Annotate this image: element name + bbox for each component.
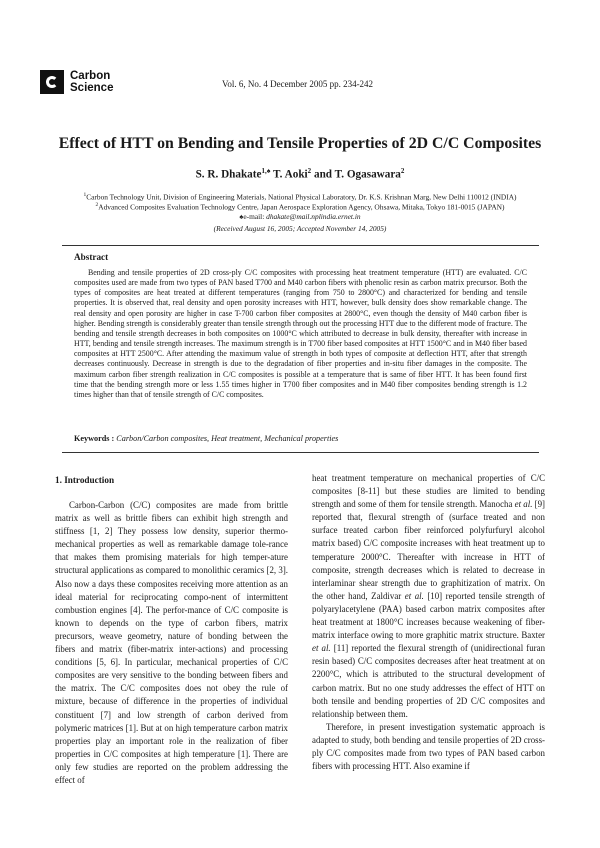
author-3-sup: 2 xyxy=(400,167,405,175)
et-al: et al. xyxy=(404,590,424,601)
affiliation-1-text: Carbon Technology Unit, Division of Engineering Materials, National Physical Laboratory, Dr. K.S. Krishnan Marg, New Delhi 110012 (INDIA) xyxy=(86,192,517,202)
affiliation-2-text: Advanced Composites Evaluation Technology Centre, Japan Aerospace Exploration Agency, Ohsawa, Mitaka, Tokyo 181-0015 (JAPAN) xyxy=(98,202,505,212)
logo-text xyxy=(70,70,113,94)
intro-paragraph-2: Therefore, in present investigation systematic approach is adapted to study, both bending and tensile properties of 2D cross-ply C/C composites made from two types of PAN based carbon fibers with processing HTT. Also examine if xyxy=(312,721,545,772)
keywords xyxy=(74,434,338,443)
intro-paragraph-1-continued xyxy=(312,472,545,721)
et-al: et al. xyxy=(312,643,331,654)
author-1-sup: 1,♠ xyxy=(261,167,271,175)
abstract-top-rule xyxy=(62,245,539,246)
affiliation-2 xyxy=(0,201,600,211)
logo-line2: Science xyxy=(70,82,114,94)
body-column-right xyxy=(312,472,545,773)
text-run: heat treatment temperature on mechanical properties of C/C composites [8-11] but these studies are limited to bending strength and some of them for tensile strength. Manocha xyxy=(312,473,545,510)
body-column-left xyxy=(55,499,288,787)
corresponding-email xyxy=(0,212,600,221)
carbon-science-logo-icon xyxy=(40,70,64,94)
affiliation-2-sup: 2 xyxy=(95,202,99,208)
email-label: ♠e-mail: xyxy=(239,212,267,221)
abstract-text: Bending and tensile properties of 2D cross-ply C/C composites with processing heat treatment temperature (HTT) are evaluated. C/C composites used are made from two types of PAN based T700 and M40 carbon fibers with phenolic resin as carbon matrix precursor. Both the types of composites are heat treated at different temperatures (ranging from 750 to 2800°C) and characterized for bending and tensile properties. It is observed that, real density and open porosity increases with HTT, however, bulk density does show remarkable change. The real density and open porosity are higher in case T-700 carbon fiber composites at 2800°C, even though the density of M40 carbon fiber is higher. Bending strength is considerably greater than tensile strength through out the processing HTT due to the different mode of fracture. The bending and tensile strength decreases in both composites on 1000°C which attributed to decrease in bulk density, thereafter with increase in HTT, bending and tensile strength increases. The maximum strength is in T700 fiber based composites at HTT 1500°C and in M40 fiber based composites at HTT 2500°C. After attending the maximum value of strength in both types of composite at deflection HTT, after that strength decreases continuously. Decrease in strength is due to the degradation of fiber properties and in-situ fiber damages in the composite. The maximum carbon fiber strength realization in C/C composites is possible at a temperature that is same of fiber HTT. It has been found first time that the bending strength more or less 1.55 times higher in T700 fiber composites and in M40 fiber composites bending strength is 1.2 times higher than that of tensile strength of C/C composites. xyxy=(74,268,527,399)
author-2: T. Aoki xyxy=(273,168,308,181)
journal-info: Vol. 6, No. 4 December 2005 pp. 234-242 xyxy=(222,79,374,89)
text-run: [10] reported tensile strength of polyarylacetylene (PAA) based carbon matrix composites after heat treatment at 1800°C increases because weakening of fiber-matrix interface owing to more graphitic matrix structure. Baxter xyxy=(312,590,545,641)
keywords-label: Keywords : xyxy=(74,434,117,443)
abstract-heading: Abstract xyxy=(74,252,109,262)
logo-line1: Carbon xyxy=(70,70,111,82)
intro-paragraph-1: Carbon-Carbon (C/C) composites are made from brittle matrix as well as brittle fibers can exhibit high strength and stiffness [1, 2] They possess low density, superior thermo-mechanical properties as well as remarkable damage tole-rance that makes them promising materials for high temper-ature structural applications as compared to monolithic ceramics [2, 3]. Also now a days these composites receiving more attention as an ideal material for reciprocating compo-nent of intermittent combustion engines [4]. The perfor-mance of C/C composite is known to depends on the type of carbon fibers, matrix precursors, weave geometry, nature of bonding between the fibers and matrix (fiber-matrix inter-actions) and processing conditions [5, 6]. In particular, mechanical properties of C/C composites are very sensitive to the bonding between fibers and the matrix. The C/C composites does not obey the rule of mixture, because of difference in the properties of individual constituent [7] and low strength of carbon derived from polymeric matrices [1]. But at on high temperature carbon matrix properties play an important role in the realization of fiber properties in C/C composites at high temperature [1]. There are only few studies are reported on the problem addressing the effect of xyxy=(55,500,288,785)
journal-logo xyxy=(40,70,113,94)
author-list xyxy=(0,167,600,181)
text-run: [9] reported that, flexural strength of (surface treated and non surface treated carbon fiber reinforced polyfurfuryl alcohol matrix based) C/C composite increases with heat treatment up to temperature 2000°C. Thereafter with increase in HTT of composite, strength decreases which is related to decrease in interlaminar shear strength due to graphitization of matrix. On the other hand, Zaldivar xyxy=(312,499,545,601)
et-al: et al. xyxy=(514,499,533,510)
affiliation-1-sup: 1 xyxy=(83,192,87,198)
author-2-sup: 2 xyxy=(307,167,312,175)
author-1: S. R. Dhakate xyxy=(195,168,262,181)
author-3: T. Ogasawara xyxy=(334,168,401,181)
keywords-text: Carbon/Carbon composites, Heat treatment, Mechanical properties xyxy=(116,434,339,443)
affiliation-1 xyxy=(0,191,600,201)
email-address[interactable]: dhakate@mail.nplindia.ernet.in xyxy=(266,212,361,221)
abstract-bottom-rule xyxy=(62,452,539,453)
section-heading-introduction: 1. Introduction xyxy=(55,475,115,485)
author-separator: and xyxy=(311,168,335,181)
received-dates: (Received August 16, 2005; Accepted November 14, 2005) xyxy=(213,224,387,233)
paper-title: Effect of HTT on Bending and Tensile Properties of 2D C/C Composites xyxy=(58,135,542,152)
text-run: [11] reported the flexural strength of (unidirectional furan resin based) C/C composites decreases after heat treatment at on 2200°C, which is attributed to the structural development of carbon matrix. But no one study addresses the effect of HTT on both tensile and bending properties of 2D C/C composites and relationship between them. xyxy=(312,643,546,719)
